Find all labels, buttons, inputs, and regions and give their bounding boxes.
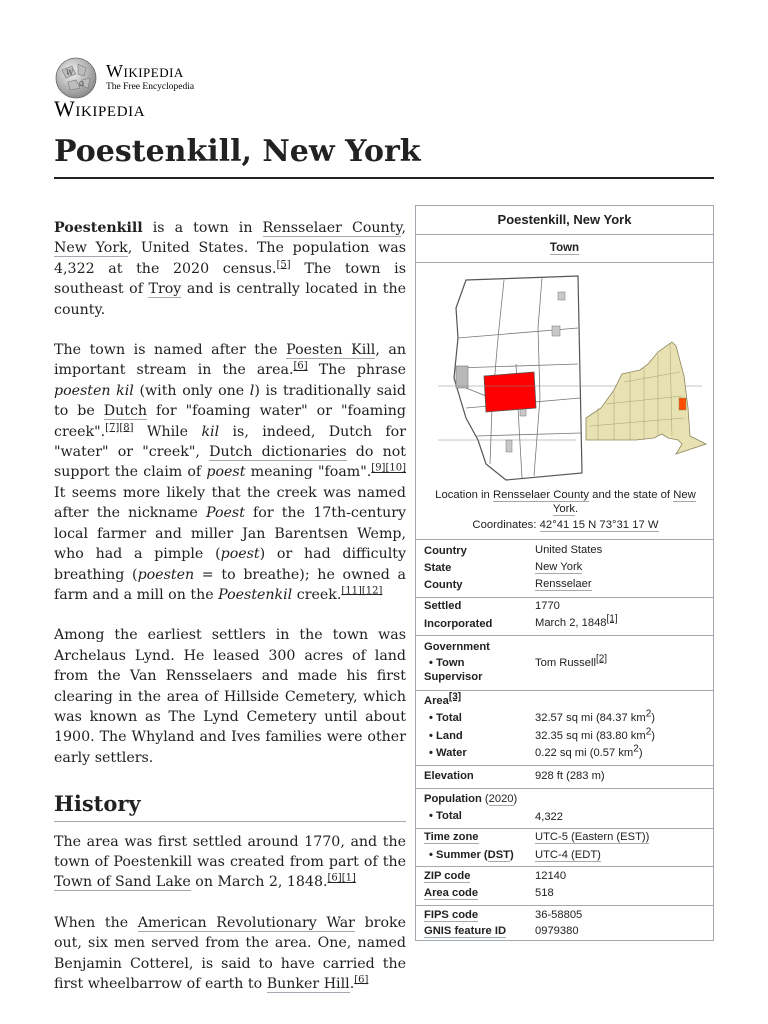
link-dutch-dictionaries[interactable]: Dutch dictionaries <box>209 444 347 461</box>
citation-10[interactable]: [10] <box>385 462 406 474</box>
italic-term: poesten <box>137 566 195 583</box>
puzzle-globe-icon <box>54 56 98 100</box>
svg-text:Ω: Ω <box>79 81 84 88</box>
section-heading-history: History <box>54 791 141 817</box>
link-bunker-hill[interactable]: Bunker Hill <box>266 976 350 992</box>
text: broke out, six men served from the area. One, named Benjamin Cotterel, is said to have carried the first wheelbarrow of earth to <box>54 914 406 992</box>
citation-12[interactable]: [12] <box>361 585 383 597</box>
text: on March 2, 1848. <box>190 874 328 891</box>
label-gnis-feature-id[interactable]: GNIS feature ID <box>424 925 507 937</box>
history-paragraph-1 <box>54 832 406 893</box>
divider <box>416 635 713 636</box>
text: do not support the claim of <box>54 444 406 481</box>
link-american-revolutionary-war[interactable]: American Revolutionary War <box>137 914 355 931</box>
value-area-land <box>535 726 655 742</box>
italic-term: Poestenkil <box>218 586 293 603</box>
text: for "foaming water" or "foaming creek". <box>54 403 406 440</box>
value-elevation: 928 ft (283 m) <box>535 770 605 782</box>
text: Population <box>424 793 482 805</box>
label-settled: Settled <box>424 600 462 612</box>
divider <box>416 539 713 540</box>
label-county: County <box>424 579 463 591</box>
text: , United States. The population was 4,322 at the 2020 census. <box>54 240 406 277</box>
citation-6[interactable]: [6] <box>327 872 342 884</box>
article-body <box>54 218 406 1014</box>
text: creek. <box>292 586 342 603</box>
link-rensselaer-county[interactable]: Rensselaer County <box>262 220 402 236</box>
divider <box>416 828 713 829</box>
map-caption <box>422 488 709 516</box>
value-population-total: 4,322 <box>535 811 563 823</box>
link-town[interactable]: Town <box>549 242 580 254</box>
text: ) <box>651 730 655 742</box>
divider <box>416 262 713 263</box>
text: , <box>401 220 406 236</box>
text: 32.57 sq mi (84.37 km <box>535 712 646 724</box>
link-dutch[interactable]: Dutch <box>103 403 148 420</box>
village-area <box>552 326 560 336</box>
link-troy[interactable]: Troy <box>148 281 182 298</box>
value-zip-code: 12140 <box>535 870 567 882</box>
title-divider <box>54 177 714 179</box>
text: (with only one <box>133 382 250 399</box>
infobox-subtitle <box>416 242 713 254</box>
link-new-york[interactable]: New York <box>54 240 128 257</box>
text: ( <box>481 793 489 805</box>
text: is a town in <box>142 220 263 236</box>
label-population <box>424 793 517 805</box>
location-map[interactable] <box>426 268 710 490</box>
link-poesten-kill[interactable]: Poesten Kill <box>286 342 376 359</box>
text: The town is named after the <box>54 342 287 359</box>
text: • Summer ( <box>429 849 488 861</box>
text: It seems more likely that the creek was named after the nickname <box>54 484 406 522</box>
divider <box>416 597 713 598</box>
text: The phrase <box>307 362 406 379</box>
citation-3[interactable]: [3] <box>448 691 462 703</box>
text: Tom Russell <box>535 657 596 669</box>
text: ) is traditionally said to be <box>54 382 407 420</box>
village-area <box>558 292 565 300</box>
link-2020-census[interactable]: 2020 <box>488 793 514 805</box>
citation-1[interactable]: [1] <box>606 613 618 625</box>
divider <box>416 234 713 235</box>
label-elevation: Elevation <box>424 770 474 782</box>
value-settled: 1770 <box>535 600 560 612</box>
label-area <box>424 691 462 707</box>
intro-paragraph-2 <box>54 340 406 605</box>
infobox-title: Poestenkill, New York <box>497 212 632 227</box>
superscript: 2 <box>645 726 652 738</box>
coordinates-link[interactable]: 42°41 15 N 73°31 17 W <box>539 519 659 531</box>
label-government: Government <box>424 641 490 653</box>
value-area-water <box>535 743 643 759</box>
divider <box>416 866 713 867</box>
label-state: State <box>424 562 452 574</box>
text: ) <box>638 747 643 759</box>
divider <box>416 905 713 906</box>
superscript: 2 <box>633 743 639 755</box>
text: and the state of <box>589 489 674 501</box>
label-area-land: • Land <box>429 730 463 742</box>
wordmark: Wikipedia <box>106 61 184 81</box>
text: 32.35 sq mi (83.80 km <box>535 730 646 742</box>
section-divider <box>54 821 406 822</box>
link-town-of-sand-lake[interactable]: Town of Sand Lake <box>54 874 191 891</box>
text: meaning "foam". <box>245 464 372 481</box>
text: Location in <box>435 489 493 501</box>
text: is, indeed, Dutch for "water" or "creek", <box>54 423 406 461</box>
poestenkill-highlight <box>484 372 536 412</box>
value-state[interactable]: New York <box>535 561 583 573</box>
label-area-total: • Total <box>429 712 462 724</box>
text: When the <box>54 914 138 931</box>
value-country[interactable]: United States <box>535 544 603 556</box>
divider <box>416 788 713 789</box>
text: 0.22 sq mi (0.57 km <box>535 747 634 759</box>
italic-term: kil <box>201 423 220 440</box>
text: . <box>575 503 579 515</box>
wikipedia-logo[interactable] <box>54 56 354 122</box>
value-gnis-feature-id: 0979380 <box>535 925 579 937</box>
history-paragraph-2 <box>54 913 406 995</box>
citation-9[interactable]: [9] <box>371 462 386 474</box>
citation-6[interactable]: [6] <box>354 974 369 986</box>
text: . <box>349 976 355 992</box>
value-area-total <box>535 708 655 724</box>
label-fips-code[interactable]: FIPS code <box>424 909 479 921</box>
text: While <box>133 423 202 440</box>
value-supervisor <box>535 653 608 669</box>
label-summer-dst <box>424 849 514 861</box>
text: ) or had difficulty breathing ( <box>54 546 407 583</box>
text: for the 17th-century local farmer and miller Jan Barentsen Wemp, who had a pimple ( <box>54 505 406 563</box>
citation-2[interactable]: [2] <box>595 653 608 665</box>
text: and is centrally located in the county. <box>54 281 407 318</box>
link-rensselaer-county[interactable]: Rensselaer County <box>492 489 590 501</box>
intro-paragraph-3: Among the earliest settlers in the town was Archelaus Lynd. He leased 300 acres of land from the Van Rensselaers and made his first clearing in the area of Hillside Cemetery, which was known as The Lynd Cemetery until about 1900. The Whyland and Ives families were other early settlers. <box>54 627 406 766</box>
coordinates-label: Coordinates: <box>472 519 540 531</box>
label-country: Country <box>424 545 467 557</box>
text: The area was first settled around 1770, and the town of Poestenkill was created from part of the <box>54 833 406 870</box>
village-area <box>506 440 512 452</box>
value-time-zone[interactable]: UTC-5 (Eastern (EST)) <box>535 831 650 843</box>
text: , an important stream in the area. <box>54 342 407 379</box>
label-town: • Town <box>429 657 465 669</box>
link-new-york[interactable]: New York <box>552 489 696 515</box>
city-troy <box>456 366 468 388</box>
citation-7[interactable]: [7] <box>105 421 120 433</box>
italic-term: Poest <box>206 505 245 522</box>
label-incorporated: Incorporated <box>424 618 493 630</box>
intro-paragraph-1 <box>54 218 406 320</box>
rensselaer-in-state <box>679 398 686 410</box>
citation-6[interactable]: [6] <box>293 360 308 372</box>
value-incorporated <box>535 613 618 629</box>
value-area-code: 518 <box>535 887 554 899</box>
infobox <box>415 205 714 941</box>
label-time-zone[interactable]: Time zone <box>424 831 479 843</box>
link-dst[interactable]: DST <box>487 849 511 861</box>
new-york-state <box>586 342 706 454</box>
text: March 2, 1848 <box>535 617 607 629</box>
text: ) <box>651 712 655 724</box>
text: = to breathe); he owned a farm and a mill on the <box>54 566 406 603</box>
page-title: Poestenkill, New York <box>54 134 421 169</box>
value-fips-code: 36-58805 <box>535 909 583 921</box>
label-supervisor: Supervisor <box>424 671 483 683</box>
text: ) <box>513 793 518 805</box>
citation-8[interactable]: [8] <box>119 421 134 433</box>
value-county[interactable]: Rensselaer <box>535 578 592 590</box>
coordinates <box>422 519 709 531</box>
citation-11[interactable]: [11] <box>341 585 362 597</box>
label-population-total: • Total <box>429 810 462 822</box>
wordmark-large: Wikipedia <box>54 96 146 121</box>
italic-term: l <box>249 382 255 399</box>
citation-5[interactable]: [5] <box>276 259 291 271</box>
svg-text:W: W <box>66 69 74 77</box>
text: The town is southeast of <box>54 260 406 298</box>
value-summer-dst[interactable]: UTC-4 (EDT) <box>535 849 601 861</box>
label-area-water: • Water <box>429 747 467 759</box>
divider <box>416 765 713 766</box>
italic-term: poest <box>206 464 246 481</box>
citation-1[interactable]: [1] <box>341 872 356 884</box>
label-zip-code[interactable]: ZIP code <box>424 870 471 882</box>
text: ) <box>510 849 514 861</box>
text: Area <box>424 695 449 707</box>
italic-term: poesten kil <box>54 382 134 399</box>
superscript: 2 <box>645 708 652 720</box>
italic-term: poest <box>220 546 260 563</box>
tagline: The Free Encyclopedia <box>106 82 195 92</box>
label-area-code[interactable]: Area code <box>424 887 479 899</box>
subject-bold: Poestenkill <box>54 220 143 236</box>
